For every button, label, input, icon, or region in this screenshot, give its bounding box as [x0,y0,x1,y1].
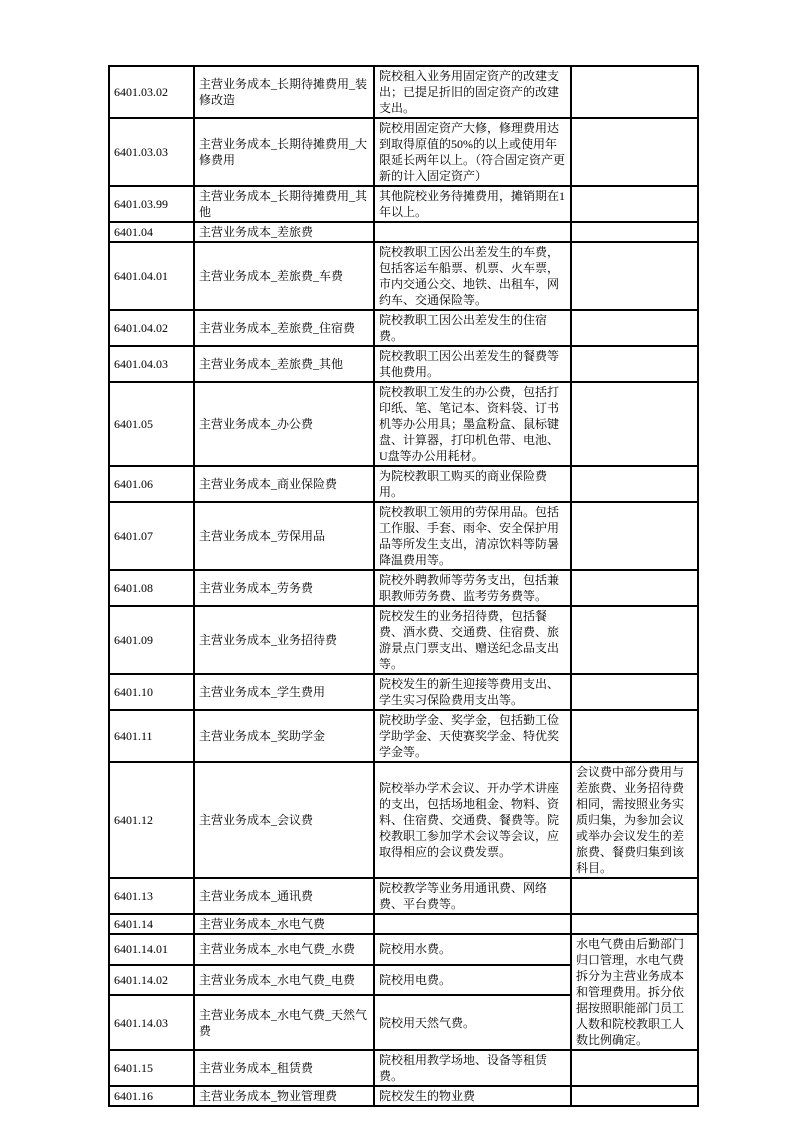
account-code-cell: 6401.04.02 [109,310,194,346]
account-description-cell [374,222,571,242]
account-name-cell: 主营业务成本_业务招待费 [194,606,374,674]
table-row [109,310,698,346]
account-name-cell: 主营业务成本_水电气费_水费 [194,934,374,965]
table-row [109,222,698,242]
account-name-cell: 主营业务成本_差旅费_车费 [194,242,374,310]
account-description-cell: 院校发生的业务招待费，包括餐费、酒水费、交通费、住宿费、旅游景点门票支出、赠送纪念品支出等。 [374,606,571,674]
account-description-cell: 院校教职工因公出差发生的车费，包括客运车船票、机票、火车票，市内交通公交、地铁、出租车，网约车、交通保险等。 [374,242,571,310]
table-row [109,762,698,878]
table-row [109,502,698,570]
account-code-cell: 6401.03.03 [109,118,194,186]
account-name-cell: 主营业务成本_劳务费 [194,570,374,606]
account-name-cell: 主营业务成本_商业保险费 [194,466,374,502]
account-code-cell: 6401.15 [109,1050,194,1086]
account-name-cell: 主营业务成本_租赁费 [194,1050,374,1086]
account-name-cell: 主营业务成本_通讯费 [194,878,374,914]
account-code-cell: 6401.11 [109,710,194,762]
account-name-cell: 主营业务成本_长期待摊费用_大修费用 [194,118,374,186]
account-name-cell: 主营业务成本_长期待摊费用_装修改造 [194,66,374,118]
account-note-cell [571,466,698,502]
table-body [109,66,698,1106]
account-note-cell [571,118,698,186]
account-description-cell: 院校发生的物业费 [374,1086,571,1106]
account-description-cell: 院校教学等业务用通讯费、网络费、平台费等。 [374,878,571,914]
account-description-cell: 院校用天然气费。 [374,995,571,1050]
account-name-cell: 主营业务成本_差旅费 [194,222,374,242]
table-row [109,674,698,710]
account-description-cell: 院校助学金、奖学金，包括勤工俭学助学金、天使赛奖学金、特优奖学金等。 [374,710,571,762]
table-row [109,1086,698,1106]
account-name-cell: 主营业务成本_水电气费_电费 [194,965,374,996]
table-row [109,878,698,914]
account-description-cell: 院校教职工领用的劳保用品。包括工作服、手套、雨伞、安全保护用品等所发生支出，清凉饮料等防暑降温费用等。 [374,502,571,570]
account-description-cell: 院校用电费。 [374,965,571,996]
account-note-cell [571,66,698,118]
table-row [109,1050,698,1086]
account-name-cell: 主营业务成本_长期待摊费用_其他 [194,186,374,222]
account-note-cell: 会议费中部分费用与差旅费、业务招待费相同，需按照业务实质归集，为参加会议或举办会议发生的差旅费、餐费归集到该科目。 [571,762,698,878]
table-row [109,466,698,502]
account-description-cell: 院校用水费。 [374,934,571,965]
account-note-cell [571,346,698,382]
account-note-cell [571,242,698,310]
account-name-cell: 主营业务成本_会议费 [194,762,374,878]
account-note-cell [571,222,698,242]
account-code-cell: 6401.08 [109,570,194,606]
account-code-cell: 6401.14.02 [109,965,194,996]
account-code-cell: 6401.03.02 [109,66,194,118]
account-code-cell: 6401.06 [109,466,194,502]
account-description-cell: 院校外聘教师等劳务支出，包括兼职教师劳务费、监考劳务费等。 [374,570,571,606]
account-description-cell [374,914,571,934]
table-row [109,186,698,222]
account-description-cell: 院校举办学术会议、开办学术讲座的支出，包括场地租金、物料、资料、住宿费、交通费、餐费等。院校教职工参加学术会议等会议，应取得相应的会议费发票。 [374,762,571,878]
account-note-cell [571,1086,698,1106]
account-note-cell [571,914,698,934]
account-name-cell: 主营业务成本_物业管理费 [194,1086,374,1106]
table-row [109,934,698,965]
account-classification-table [108,65,699,1107]
table-row [109,570,698,606]
account-note-cell [571,674,698,710]
table-row [109,606,698,674]
account-name-cell: 主营业务成本_差旅费_住宿费 [194,310,374,346]
account-note-cell [571,1050,698,1086]
account-name-cell: 主营业务成本_学生费用 [194,674,374,710]
account-description-cell: 院校教职工发生的办公费，包括打印纸、笔、笔记本、资料袋、订书机等办公用具；墨盒粉盒、鼠标键盘、计算器，打印机色带、电池、U盘等办公用耗材。 [374,382,571,466]
account-name-cell: 主营业务成本_奖助学金 [194,710,374,762]
account-code-cell: 6401.04.01 [109,242,194,310]
account-note-cell [571,570,698,606]
account-name-cell: 主营业务成本_水电气费 [194,914,374,934]
account-note-cell [571,502,698,570]
account-code-cell: 6401.14.03 [109,995,194,1050]
account-code-cell: 6401.05 [109,382,194,466]
account-note-cell [571,710,698,762]
table-row [109,382,698,466]
table-row [109,242,698,310]
account-note-cell [571,186,698,222]
account-description-cell: 院校教职工因公出差发生的住宿费。 [374,310,571,346]
table-row [109,346,698,382]
table-row [109,914,698,934]
account-code-cell: 6401.14.01 [109,934,194,965]
account-note-cell: 水电气费由后勤部门归口管理，水电气费拆分为主营业务成本和管理费用。拆分依据按照职能部门员工人数和院校教职工人数比例确定。 [571,934,698,1050]
account-description-cell: 院校租用教学场地、设备等租赁费。 [374,1050,571,1086]
table-row [109,710,698,762]
table-row [109,118,698,186]
account-code-cell: 6401.16 [109,1086,194,1106]
account-note-cell [571,878,698,914]
account-name-cell: 主营业务成本_劳保用品 [194,502,374,570]
account-code-cell: 6401.09 [109,606,194,674]
account-code-cell: 6401.14 [109,914,194,934]
account-code-cell: 6401.10 [109,674,194,710]
account-note-cell [571,382,698,466]
table-row [109,66,698,118]
account-note-cell [571,310,698,346]
account-code-cell: 6401.04.03 [109,346,194,382]
account-description-cell: 院校发生的新生迎接等费用支出、学生实习保险费用支出等。 [374,674,571,710]
account-description-cell: 为院校教职工购买的商业保险费用。 [374,466,571,502]
account-name-cell: 主营业务成本_办公费 [194,382,374,466]
account-description-cell: 院校用固定资产大修，修理费用达到取得原值的50%的以上或使用年限延长两年以上。（符合固定资产更新的计入固定资产） [374,118,571,186]
account-name-cell: 主营业务成本_水电气费_天然气费 [194,995,374,1050]
account-description-cell: 其他院校业务待摊费用，摊销期在1年以上。 [374,186,571,222]
account-note-cell [571,606,698,674]
account-code-cell: 6401.03.99 [109,186,194,222]
account-code-cell: 6401.13 [109,878,194,914]
account-code-cell: 6401.04 [109,222,194,242]
account-code-cell: 6401.12 [109,762,194,878]
account-name-cell: 主营业务成本_差旅费_其他 [194,346,374,382]
account-description-cell: 院校教职工因公出差发生的餐费等其他费用。 [374,346,571,382]
account-description-cell: 院校租入业务用固定资产的改建支出；已提足折旧的固定资产的改建支出。 [374,66,571,118]
account-code-cell: 6401.07 [109,502,194,570]
